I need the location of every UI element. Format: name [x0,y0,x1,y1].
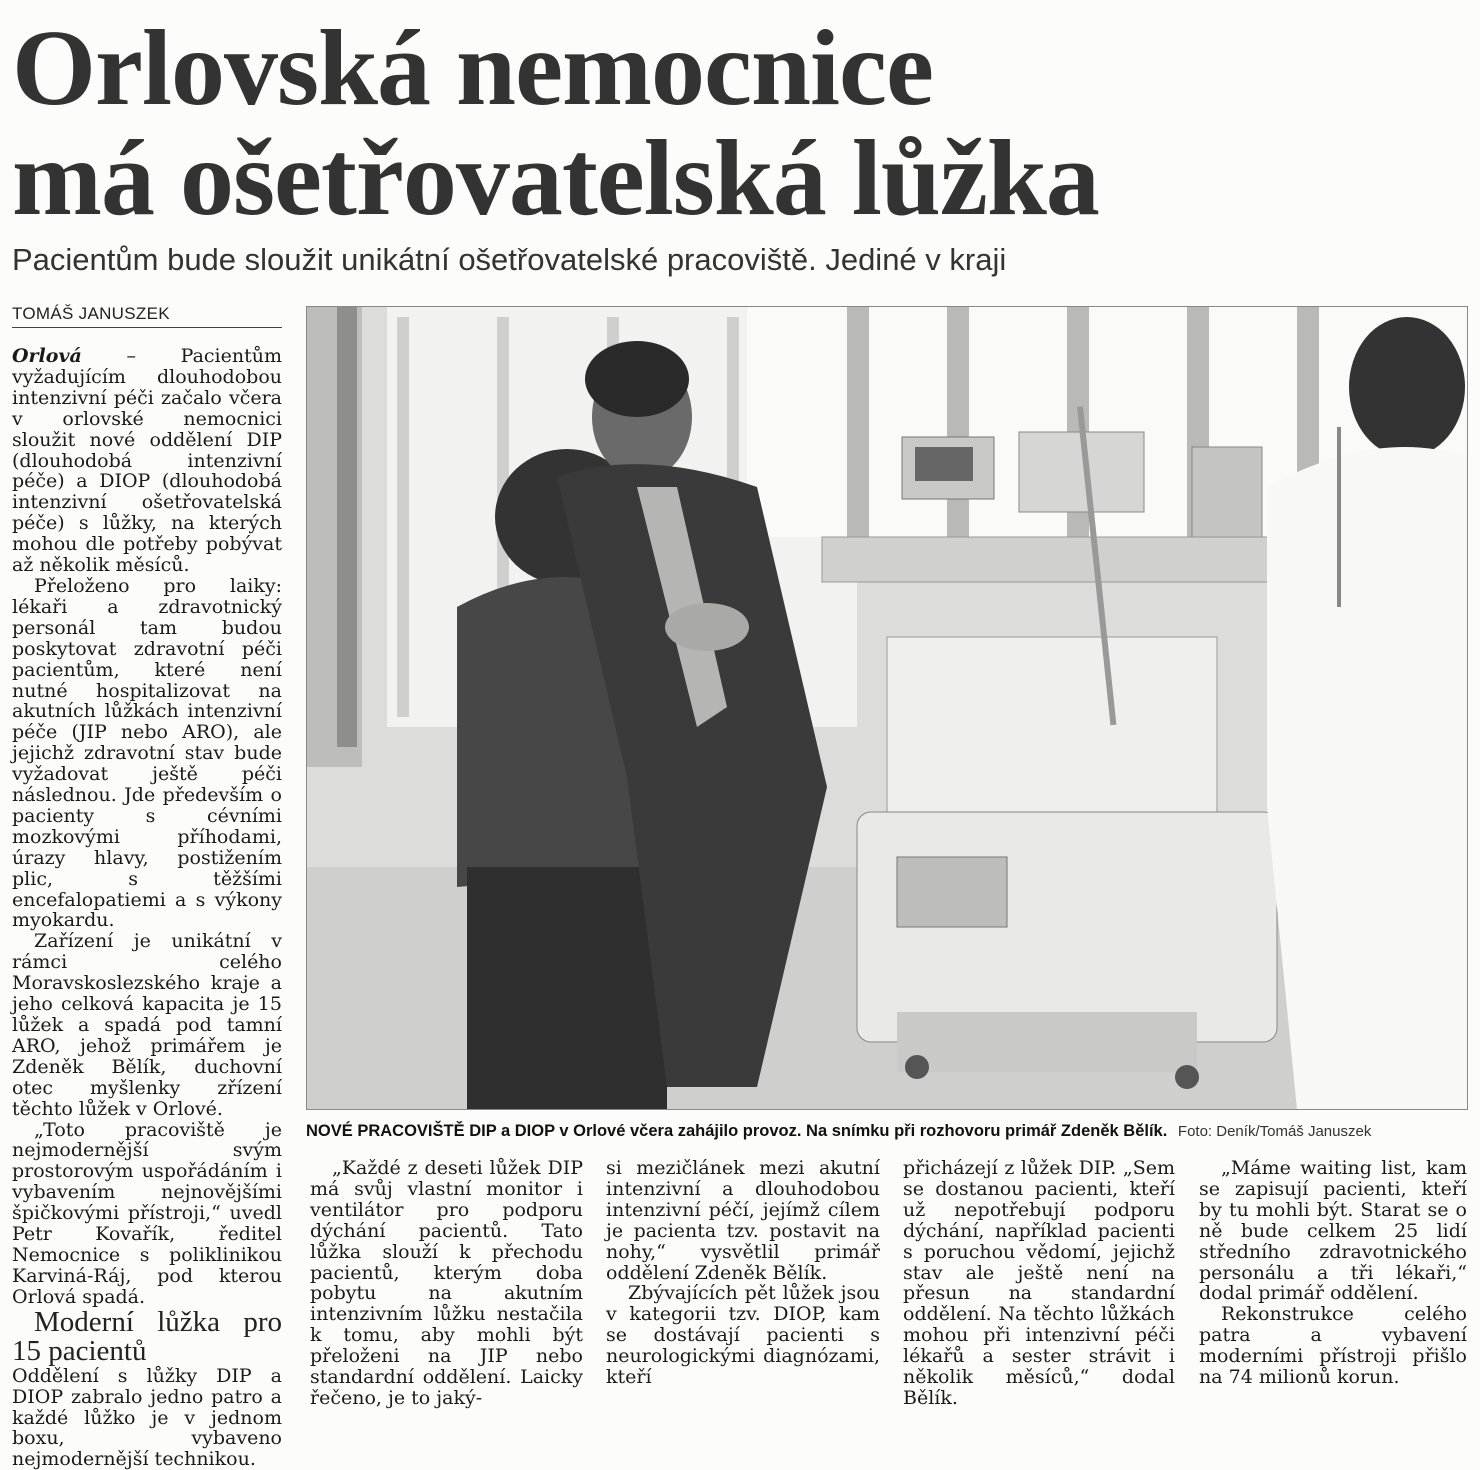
paragraph-10: „Máme waiting list, kam se zapisují pacienti, kteří by tu mohli být. Starat se o ně bude celkem 25 lidí středního zdravotnického personálu a tři lékaři,“ dodal primář oddělení. [1199,1157,1467,1305]
headline-line-2: má ošetřovatelská lůžka [12,119,1099,238]
photo-caption [306,1122,1472,1141]
subheading: Moderní lůžka pro 15 pacientů [12,1305,282,1367]
paragraph-8: Zbývajících pět lůžek jsou v kategorii tzv. DIOP, kam se dostávají pacienti s neurologickými diagnózami, kteří [606,1282,880,1389]
byline: TOMÁŠ JANUSZEK [12,304,282,328]
photo-credit: Foto: Deník/Tomáš Januszek [1177,1123,1372,1140]
subtitle: Pacientům bude sloužit unikátní ošetřovatelské pracoviště. Jediné v kraji [12,242,1007,277]
paragraph-4: „Toto pracoviště je nejmodernější svým prostorovým uspořádáním i vybavením nejnovějšími špičkovými přístroji,“ uvedl Petr Kovařík, ředitel Nemocnice s poliklinikou Karviná-Ráj, pod kterou Orlová spadá. [12,1118,282,1308]
article-column-2 [310,1158,583,1409]
paragraph-3: Zařízení je unikátní v rámci celého Moravskoslezského kraje a jeho celková kapacita je 15 lůžek a spadá pod tamní ARO, jehož primářem je Zdeněk Bělík, duchovní otec myšlenky zřízení těchto lůžek v Orlové. [12,930,282,1120]
article-column-1 [12,346,282,1470]
paragraph-5: Oddělení s lůžky DIP a DIOP zabralo jedno patro a každé lůžko je v jednom boxu, vybaveno nejmodernější technikou. [12,1364,282,1470]
photo-illustration [307,307,1467,1109]
paragraph-7: si mezičlánek mezi akutní intenzivní a dlouhodobou intenzivní péčí, jejímž cílem je pacienta tzv. postavit na nohy,“ vysvětlil primář oddělení Zdeněk Bělík. [606,1157,880,1284]
paragraph-6: „Každé z deseti lůžek DIP má svůj vlastní monitor i ventilátor pro podporu dýchání pacientů. Tato lůžka slouží k přechodu pacientů, kterým doba pobytu na akutním intenzivním lůžku nestačila k tomu, aby mohli být přeloženi na JIP nebo standardní oddělení. Laicky řečeno, je to jaký- [310,1157,583,1409]
paragraph-1: Orlová – Pacientům vyžadujícím dlouhodobou intenzivní péči začalo včera v orlovské nemocnici sloužit nové oddělení DIP (dlouhodobá intenzivní péče) a DIOP (dlouhodobá intenzivní ošetřovatelská péče) s lůžky, na kterých mohou dle potřeby pobývat až několik měsíců. [12,345,282,577]
paragraph-9: přicházejí z lůžek DIP. „Sem se dostanou pacienti, kteří už nepotřebují podporu dýchání, například pacienti s poruchou vědomí, jejichž stav ale ještě není na přesun na standardní oddělení. Na těchto lůžkách mohou při intenzivní péči lékařů a sester strávit i několik měsíců,“ dodal Bělík. [903,1157,1175,1409]
headline-line-1: Orlovská nemocnice [12,9,933,128]
caption-text: NOVÉ PRACOVIŠTĚ DIP a DIOP v Orlové včera zahájilo provoz. Na snímku při rozhovoru primář Zdeněk Bělík. [306,1122,1168,1140]
dateline: Orlová [12,345,82,367]
paragraph-11: Rekonstrukce celého patra a vybavení moderními přístroji přišlo na 74 milionů korun. [1199,1303,1467,1389]
photo-hospital-ward [306,306,1468,1110]
headline [12,9,1332,238]
article-column-4 [903,1158,1175,1409]
paragraph-2: Přeloženo pro laiky: lékaři a zdravotnický personál tam budou poskytovat zdravotní péči pacientům, které není nutné hospitalizovat na akutních lůžkách intenzivní péče (JIP nebo ARO), ale jejichž zdravotní stav bude vyžadovat ještě péči následnou. Jde především o pacienty s cévními mozkovými příhodami, úrazy hlavy, postižením plic, s těžšími encefalopatiemi a s výkony myokardu. [12,574,282,932]
article-column-3 [606,1158,880,1388]
article-column-5 [1199,1158,1467,1388]
